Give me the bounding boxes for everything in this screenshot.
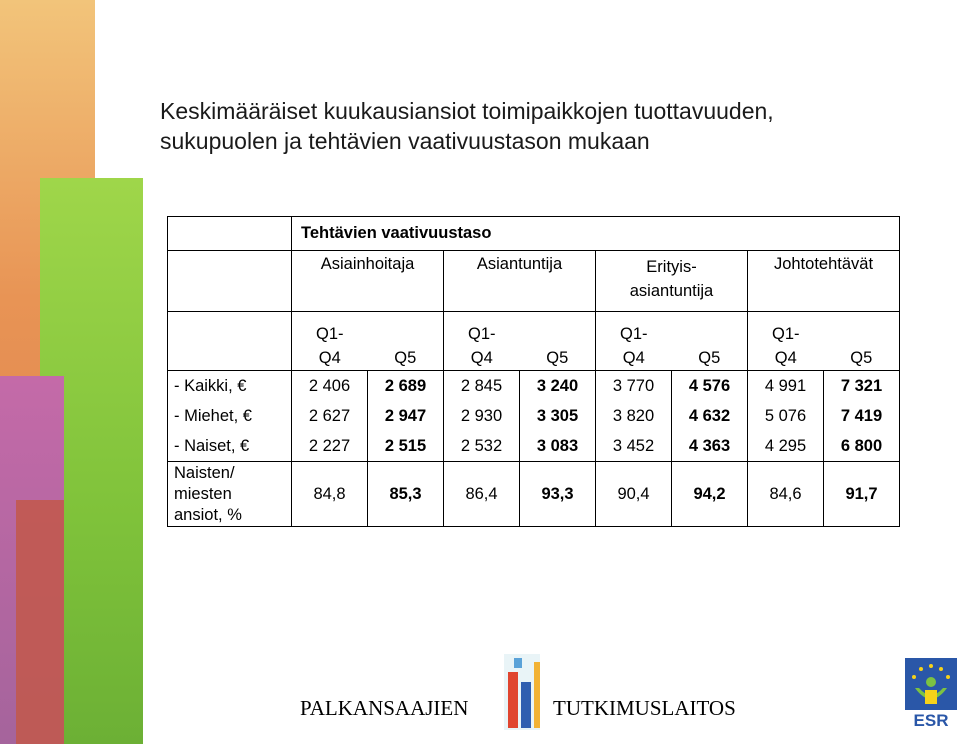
table-cell: 7 419 [824, 401, 900, 431]
q14-line1: Q1- [315, 325, 344, 343]
q14-line2: Q4 [318, 349, 341, 367]
group-header-text: Tehtävien vaativuustaso [301, 224, 492, 242]
q5-header: Q5 [368, 312, 444, 371]
table-row-miehet [168, 401, 900, 431]
ratio-label-line1: Naisten/ [174, 463, 235, 482]
table-cell: 7 321 [824, 371, 900, 402]
table-header-row-group [168, 217, 900, 251]
page-title [160, 96, 940, 156]
level-asiainhoitaja: Asiainhoitaja [292, 251, 444, 312]
table-cell: 4 632 [672, 401, 748, 431]
ratio-label [168, 462, 292, 527]
footer-palkansaajien: PALKANSAAJIEN [300, 696, 469, 720]
row-label: - Kaikki, € [168, 371, 292, 402]
table-cell: 4 991 [748, 371, 824, 402]
q14-line1: Q1- [467, 325, 496, 343]
table-cell: 4 576 [672, 371, 748, 402]
q14-header [444, 312, 520, 371]
q14-line2: Q4 [774, 349, 797, 367]
row-label: - Naiset, € [168, 431, 292, 462]
table-cell: 3 770 [596, 371, 672, 402]
q14-line1: Q1- [619, 325, 648, 343]
table-cell: 85,3 [368, 462, 444, 527]
q14-line1: Q1- [771, 325, 800, 343]
earnings-table [167, 216, 900, 527]
table-row-kaikki [168, 371, 900, 402]
empty-cell [168, 312, 292, 371]
q5-header: Q5 [824, 312, 900, 371]
table-cell: 2 947 [368, 401, 444, 431]
stripe-red [16, 500, 64, 744]
table-cell: 3 083 [520, 431, 596, 462]
table-header-row-quantiles [168, 312, 900, 371]
table-cell: 2 689 [368, 371, 444, 402]
level-erityis-line2: asiantuntija [629, 282, 714, 300]
institute-logo-icon [494, 652, 550, 732]
table-cell: 3 305 [520, 401, 596, 431]
level-asiantuntija: Asiantuntija [444, 251, 596, 312]
table-cell: 4 363 [672, 431, 748, 462]
table-cell: 91,7 [824, 462, 900, 527]
row-label: - Miehet, € [168, 401, 292, 431]
table-header-row-levels [168, 251, 900, 312]
table-row-ratio [168, 462, 900, 527]
table-cell: 3 240 [520, 371, 596, 402]
table-cell: 2 406 [292, 371, 368, 402]
table-cell: 2 845 [444, 371, 520, 402]
table-cell: 84,8 [292, 462, 368, 527]
table-cell: 93,3 [520, 462, 596, 527]
q5-header: Q5 [672, 312, 748, 371]
table-cell: 3 452 [596, 431, 672, 462]
q14-line2: Q4 [470, 349, 493, 367]
table-cell: 2 627 [292, 401, 368, 431]
table-cell: 4 295 [748, 431, 824, 462]
table-cell: 84,6 [748, 462, 824, 527]
esr-logo-icon [905, 658, 957, 730]
table-cell: 90,4 [596, 462, 672, 527]
empty-corner [168, 217, 292, 251]
table-cell: 6 800 [824, 431, 900, 462]
ratio-label-line3: ansiot, % [174, 505, 242, 524]
table-cell: 86,4 [444, 462, 520, 527]
table-cell: 5 076 [748, 401, 824, 431]
table-cell: 2 532 [444, 431, 520, 462]
table-cell: 94,2 [672, 462, 748, 527]
title-line-1: Keskimääräiset kuukausiansiot toimipaikkojen tuottavuuden, [160, 98, 774, 124]
footer-tutkimuslaitos: TUTKIMUSLAITOS [553, 696, 736, 720]
empty-cell [168, 251, 292, 312]
esr-label: ESR [913, 711, 949, 730]
q5-header: Q5 [520, 312, 596, 371]
level-erityis-line1: Erityis- [646, 258, 697, 276]
q14-line2: Q4 [622, 349, 645, 367]
q14-header [596, 312, 672, 371]
table-cell: 2 227 [292, 431, 368, 462]
q14-header [292, 312, 368, 371]
level-erityisasiantuntija [596, 251, 748, 312]
q14-header [748, 312, 824, 371]
group-header [292, 217, 900, 251]
ratio-label-line2: miesten [174, 484, 232, 503]
table-row-naiset [168, 431, 900, 462]
level-johtotehtavat: Johtotehtävät [748, 251, 900, 312]
table-cell: 2 930 [444, 401, 520, 431]
table-cell: 2 515 [368, 431, 444, 462]
title-line-2: sukupuolen ja tehtävien vaativuustason mukaan [160, 128, 650, 154]
table-cell: 3 820 [596, 401, 672, 431]
